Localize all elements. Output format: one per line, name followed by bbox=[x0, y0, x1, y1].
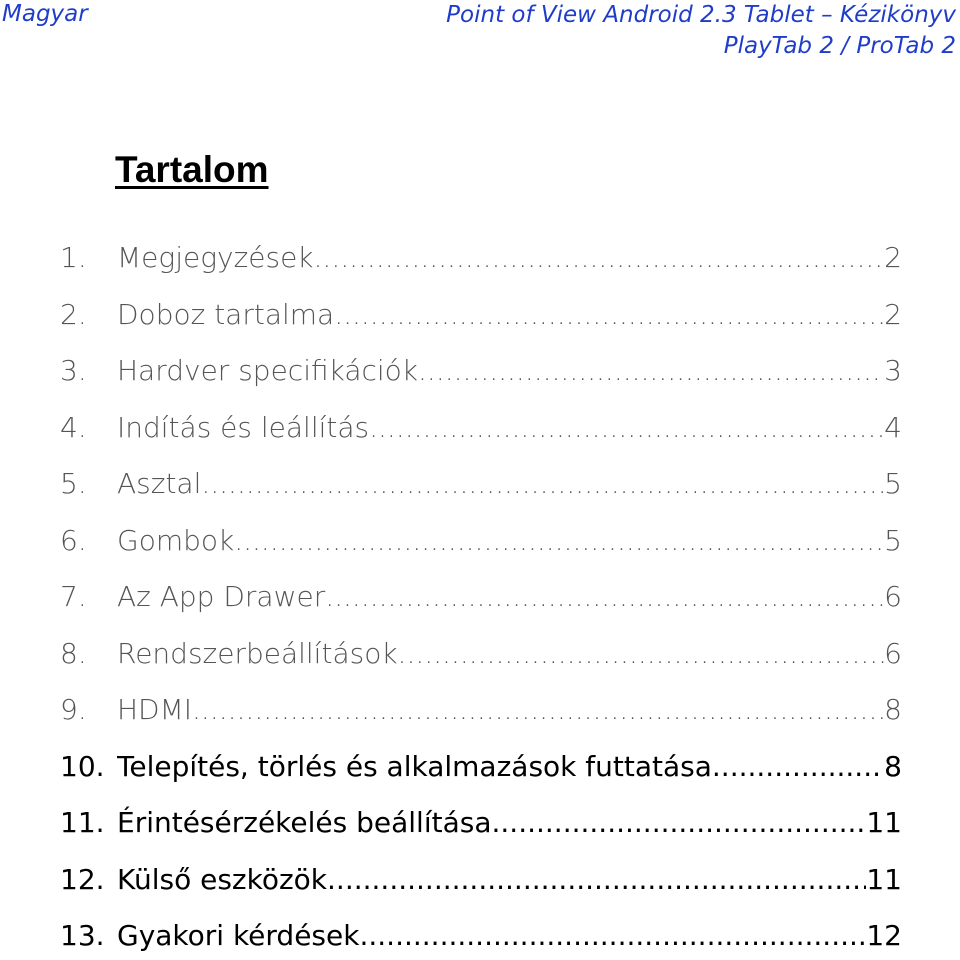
toc-item[interactable] bbox=[60, 632, 902, 689]
toc-item-number: 11. bbox=[60, 806, 105, 839]
toc-item-page: 8 bbox=[884, 749, 902, 783]
toc-item-number: 3. bbox=[60, 354, 87, 387]
toc-item[interactable] bbox=[60, 293, 902, 350]
toc-item-page: 5 bbox=[884, 523, 902, 557]
toc-item[interactable] bbox=[60, 236, 902, 293]
toc-item-page: 11 bbox=[866, 806, 902, 839]
toc-item-page: 4 bbox=[884, 410, 902, 444]
toc-item[interactable] bbox=[60, 801, 902, 858]
toc-title: Tartalom bbox=[115, 149, 269, 190]
header-language: Magyar bbox=[2, 1, 88, 27]
toc-item-label: Hardver specifikációk bbox=[117, 354, 419, 387]
toc-leader-dots bbox=[325, 575, 884, 619]
toc-item-number: 8. bbox=[60, 636, 87, 670]
toc-item-number: 1. bbox=[60, 241, 87, 274]
toc-item-label: Rendszerbeállítások bbox=[117, 636, 398, 670]
toc-item-page: 6 bbox=[884, 636, 902, 670]
toc-leader-dots bbox=[398, 632, 885, 676]
toc-item-page: 5 bbox=[884, 467, 902, 500]
toc-item-label: Az App Drawer bbox=[117, 580, 326, 613]
toc-item-label: Külső eszközök bbox=[117, 862, 328, 896]
toc-leader-dots bbox=[334, 293, 884, 337]
toc-item-page: 2 bbox=[884, 297, 902, 331]
toc-item-label: Megjegyzések bbox=[117, 241, 314, 274]
toc-item-number: 6. bbox=[60, 523, 87, 557]
toc-item-page: 8 bbox=[884, 693, 902, 726]
toc-leader-dots bbox=[314, 236, 885, 280]
toc-item[interactable] bbox=[60, 914, 902, 960]
toc-item-number: 2. bbox=[60, 297, 87, 331]
toc-leader-dots bbox=[712, 745, 884, 789]
toc-item-number: 10. bbox=[60, 749, 105, 783]
toc-item-label: Doboz tartalma bbox=[117, 297, 335, 331]
toc-item-label: Indítás és leállítás bbox=[117, 410, 370, 444]
toc-item-label: Asztal bbox=[117, 467, 202, 500]
toc-item-label: Érintésérzékelés beállítása bbox=[117, 806, 492, 839]
toc-item[interactable] bbox=[60, 406, 902, 463]
toc-leader-dots bbox=[418, 349, 884, 393]
toc-leader-dots bbox=[201, 462, 884, 506]
toc-leader-dots bbox=[492, 801, 867, 845]
toc-item-label: Telepítés, törlés és alkalmazások futtatása bbox=[117, 749, 712, 783]
toc-item-number: 4. bbox=[60, 410, 87, 444]
toc-item[interactable] bbox=[60, 858, 902, 915]
toc-item[interactable] bbox=[60, 575, 902, 632]
toc-item-label: Gyakori kérdések bbox=[117, 919, 360, 952]
toc-item-page: 6 bbox=[884, 580, 902, 613]
toc-leader-dots bbox=[234, 519, 884, 563]
toc-item-page: 3 bbox=[884, 354, 902, 387]
toc-leader-dots bbox=[327, 858, 866, 902]
toc-leader-dots bbox=[369, 406, 884, 450]
header-title-line2: PlayTab 2 / ProTab 2 bbox=[723, 33, 956, 59]
toc-item-page: 11 bbox=[866, 862, 902, 896]
toc-item[interactable] bbox=[60, 745, 902, 802]
toc-item-number: 13. bbox=[60, 919, 105, 952]
toc-item-number: 9. bbox=[60, 693, 87, 726]
toc-leader-dots bbox=[359, 914, 866, 958]
toc-item-number: 7. bbox=[60, 580, 87, 613]
header-title-line1: Point of View Android 2.3 Tablet – Kézikönyv bbox=[446, 2, 956, 28]
toc-item[interactable] bbox=[60, 462, 902, 519]
toc-item[interactable] bbox=[60, 349, 902, 406]
toc-item[interactable] bbox=[60, 519, 902, 576]
toc-item-number: 12. bbox=[60, 862, 105, 896]
toc-item-page: 12 bbox=[866, 919, 902, 952]
header-title bbox=[446, 0, 956, 62]
toc-item-label: HDMI bbox=[117, 693, 193, 726]
toc-item[interactable] bbox=[60, 688, 902, 745]
toc-item-label: Gombok bbox=[117, 523, 235, 557]
toc-item-page: 2 bbox=[884, 241, 902, 274]
toc-item-number: 5. bbox=[60, 467, 87, 500]
table-of-contents bbox=[60, 236, 902, 960]
toc-leader-dots bbox=[192, 688, 884, 732]
